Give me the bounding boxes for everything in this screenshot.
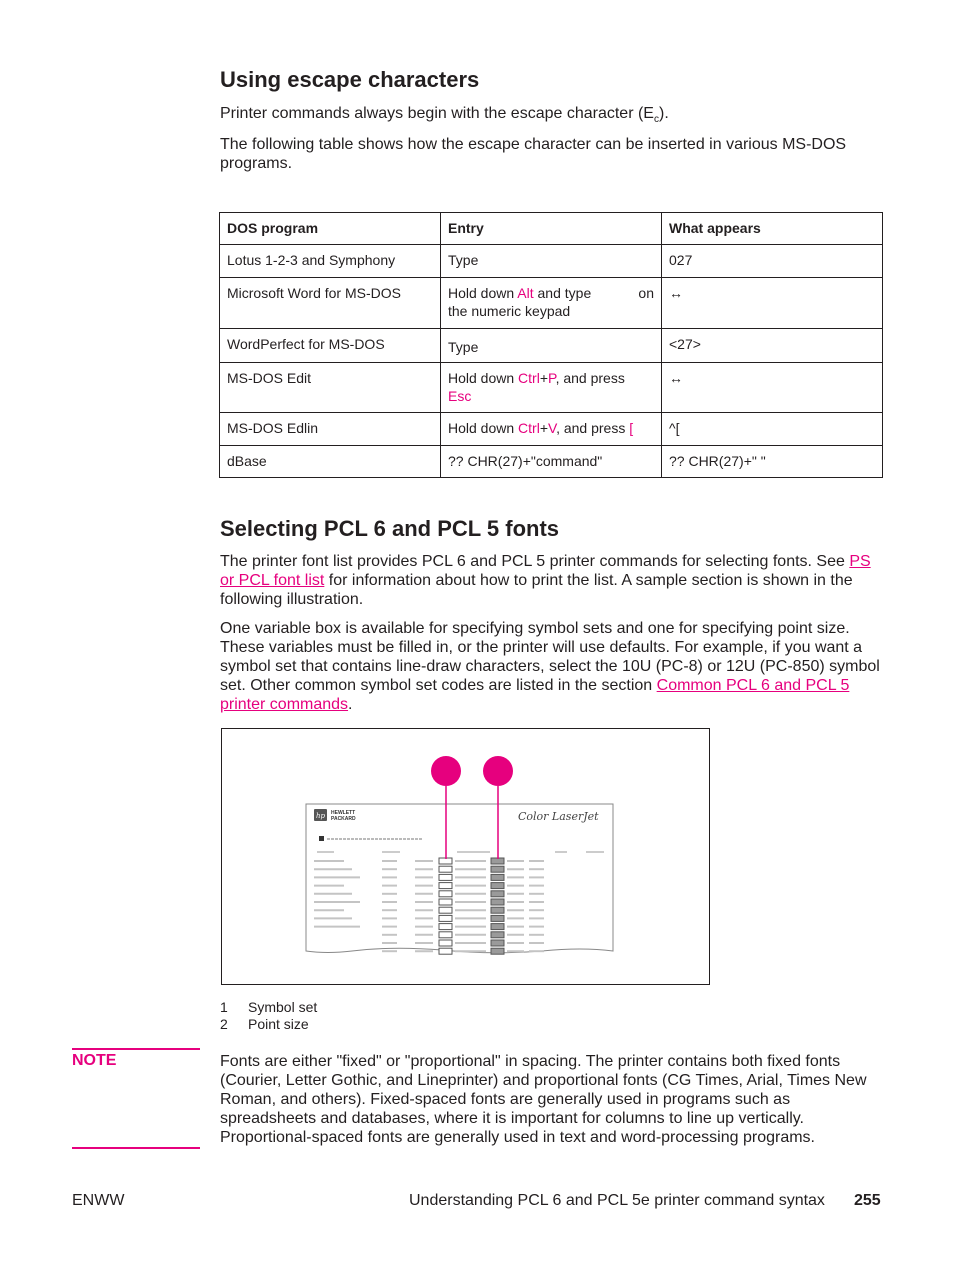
ps-pcl-font-list-link[interactable]: PS or PCL font list <box>220 553 871 589</box>
note-bottom-rule <box>72 1147 200 1149</box>
table-header-row <box>220 213 883 245</box>
symbol-set-box <box>439 948 452 954</box>
footer-center: Understanding PCL 6 and PCL 5e printer command syntax <box>409 1192 825 1209</box>
table-cell-appears: <27> <box>662 329 883 363</box>
symbol-set-box <box>439 883 452 889</box>
symbol-set-box <box>439 915 452 921</box>
table-row <box>220 278 883 329</box>
point-size-box <box>491 874 504 880</box>
point-size-box <box>491 899 504 905</box>
table-cell-entry: Type <box>441 329 662 363</box>
table-cell-program: dBase <box>220 446 441 478</box>
paragraph-variable-boxes: One variable box is available for specifying symbol sets and one for specifying point size. These variables must be filled in, or the printer will use defaults. For example, if you want a symbol set that contains line-draw characters, select the 10U (PC-8) or 12U (PC-850) symbol set. Other common symbol set codes are listed in the section Common PCL 6 and PCL 5 printer commands. <box>220 620 880 713</box>
point-size-box <box>491 907 504 913</box>
point-size-box <box>491 924 504 930</box>
font-list-illustration <box>221 728 710 985</box>
svg-text:hp: hp <box>316 812 325 820</box>
section-heading-fonts: Selecting PCL 6 and PCL 5 fonts <box>220 516 560 541</box>
point-size-box <box>491 932 504 938</box>
table-cell-appears: ↔ <box>662 363 883 413</box>
table-header-cell: DOS program <box>220 213 441 245</box>
product-text: Color LaserJet <box>518 810 599 823</box>
table-row <box>220 245 883 278</box>
symbol-set-box <box>439 932 452 938</box>
table-cell-program: Microsoft Word for MS-DOS <box>220 278 441 329</box>
table-header-cell: Entry <box>441 213 662 245</box>
table-cell-appears: ?? CHR(27)+" " <box>662 446 883 478</box>
table-cell-entry: Type <box>441 245 662 278</box>
table-cell-appears: ^[ <box>662 413 883 446</box>
table-cell-program: MS-DOS Edit <box>220 363 441 413</box>
point-size-box <box>491 883 504 889</box>
symbol-set-box <box>439 866 452 872</box>
legend-item: 2 Point size <box>220 1016 309 1032</box>
escape-character-table <box>219 212 883 478</box>
table-row <box>220 363 883 413</box>
table-cell-entry: Hold down Alt and type on the numeric keypad <box>441 278 662 329</box>
table-row <box>220 446 883 478</box>
legend-item: 1 Symbol set <box>220 999 318 1015</box>
symbol-set-box <box>439 940 452 946</box>
sample-bullet <box>319 836 324 841</box>
note-top-rule <box>72 1048 200 1050</box>
symbol-set-box <box>439 924 452 930</box>
table-cell-entry: Hold down Ctrl+P, and press Esc <box>441 363 662 413</box>
point-size-box <box>491 948 504 954</box>
point-size-box <box>491 915 504 921</box>
point-size-box <box>491 940 504 946</box>
logo-text-line1: HEWLETT <box>331 810 356 816</box>
paragraph-escape-intro: Printer commands always begin with the escape character $(E_c)$. <box>220 105 669 126</box>
table-cell-entry: Hold down Ctrl+V, and press [ <box>441 413 662 446</box>
table-cell-appears: ↔ <box>662 278 883 329</box>
symbol-set-box <box>439 891 452 897</box>
section-heading-escape: Using escape characters <box>220 67 480 92</box>
symbol-set-box <box>439 899 452 905</box>
point-size-box <box>491 891 504 897</box>
paragraph-escape-table-intro: The following table shows how the escape character can be inserted in various MS-DOS programs. <box>220 136 847 172</box>
page-number: 255 <box>854 1192 881 1209</box>
symbol-set-box <box>439 907 452 913</box>
table-row <box>220 413 883 446</box>
table-cell-program: WordPerfect for MS-DOS <box>220 329 441 363</box>
common-pcl-commands-link[interactable]: Common PCL 6 and PCL 5 printer commands <box>220 677 850 713</box>
table-header-cell: What appears <box>662 213 883 245</box>
note-label: NOTE <box>72 1052 117 1069</box>
table-cell-program: MS-DOS Edlin <box>220 413 441 446</box>
callout-marker-2 <box>483 756 513 786</box>
note-text: Fonts are either "fixed" or "proportional" in spacing. The printer contains both fixed fonts (Courier, Letter Gothic, and Lineprinter) and proportional fonts (CG Times, Arial, Times New Roman, and others). Fixed-spaced fonts are generally used in programs such as spreadsheets and databases, where it is important for columns to line up vertically. Proportional-spaced fonts are generally used in text and word-processing programs. <box>220 1053 867 1146</box>
callout-marker-1 <box>431 756 461 786</box>
logo-text-line2: PACKARD <box>331 816 356 822</box>
point-size-box <box>491 866 504 872</box>
table-cell-entry: ?? CHR(27)+"command" <box>441 446 662 478</box>
paragraph-font-list: The printer font list provides PCL 6 and PCL 5 printer commands for selecting fonts. See PS or PCL font list for information about how to print the list. A sample section is shown in the following illustration. <box>220 553 871 608</box>
table-cell-program: Lotus 1-2-3 and Symphony <box>220 245 441 278</box>
symbol-set-box <box>439 874 452 880</box>
table-cell-appears: 027 <box>662 245 883 278</box>
table-row <box>220 329 883 363</box>
font-list-sample-svg <box>222 729 709 984</box>
footer-left: ENWW <box>72 1192 125 1209</box>
